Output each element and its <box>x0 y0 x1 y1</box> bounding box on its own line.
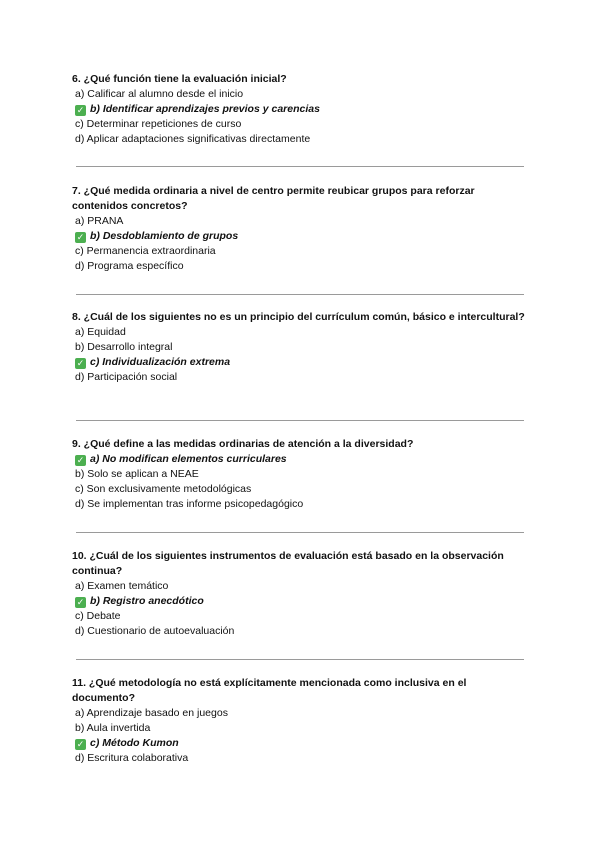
check-icon: ✓ <box>76 597 85 607</box>
option: b) Aula invertida <box>75 722 151 734</box>
option: d) Participación social <box>75 371 178 383</box>
question-10 <box>72 549 532 639</box>
option: d) Aplicar adaptaciones significativas directamente <box>75 133 311 145</box>
question-11 <box>72 676 532 766</box>
option: c) Determinar repeticiones de curso <box>75 118 242 130</box>
divider <box>76 532 524 533</box>
option-correct: ✓ b) Registro anecdótico <box>76 595 204 607</box>
option-correct: ✓ c) Individualización extrema <box>76 356 231 368</box>
question-6 <box>72 72 532 147</box>
option: c) Debate <box>75 610 121 622</box>
option: d) Programa específico <box>75 260 184 272</box>
option: a) Equidad <box>75 326 126 338</box>
check-icon: ✓ <box>76 232 85 242</box>
option: d) Escritura colaborativa <box>75 752 189 764</box>
divider <box>76 659 524 660</box>
question-9 <box>72 437 532 512</box>
divider <box>76 420 524 421</box>
question-8 <box>72 310 532 385</box>
question-title: 8. ¿Cuál de los siguientes no es un principio del currículum común, básico e intercultural? <box>72 311 525 323</box>
question-7 <box>72 184 532 274</box>
check-icon: ✓ <box>76 739 85 749</box>
option-correct: ✓ c) Método Kumon <box>76 737 179 749</box>
option: b) Desarrollo integral <box>75 341 173 353</box>
question-title: 6. ¿Qué función tiene la evaluación inicial? <box>72 73 287 85</box>
option: a) Calificar al alumno desde el inicio <box>75 88 244 100</box>
question-title: 7. ¿Qué medida ordinaria a nivel de centro permite reubicar grupos para reforzar contenidos concretos? <box>72 185 475 212</box>
option-correct: ✓ b) Desdoblamiento de grupos <box>76 230 239 242</box>
question-title: 10. ¿Cuál de los siguientes instrumentos de evaluación está basado en la observación continua? <box>72 550 504 577</box>
option: b) Solo se aplican a NEAE <box>75 468 199 480</box>
check-icon: ✓ <box>76 358 85 368</box>
option: d) Cuestionario de autoevaluación <box>75 625 235 637</box>
option: a) Aprendizaje basado en juegos <box>75 707 228 719</box>
option: a) PRANA <box>75 215 124 227</box>
option-correct: ✓ a) No modifican elementos curriculares <box>76 453 287 465</box>
option: c) Son exclusivamente metodológicas <box>75 483 252 495</box>
divider <box>76 294 524 295</box>
option-correct: ✓ b) Identificar aprendizajes previos y carencias <box>76 103 320 115</box>
check-icon: ✓ <box>76 455 85 465</box>
question-title: 9. ¿Qué define a las medidas ordinarias de atención a la diversidad? <box>72 438 414 450</box>
divider <box>76 166 524 167</box>
check-icon: ✓ <box>76 105 85 115</box>
option: c) Permanencia extraordinaria <box>75 245 216 257</box>
option: d) Se implementan tras informe psicopedagógico <box>75 498 304 510</box>
question-title: 11. ¿Qué metodología no está explícitamente mencionada como inclusiva en el documento? <box>72 677 467 704</box>
option: a) Examen temático <box>75 580 169 592</box>
